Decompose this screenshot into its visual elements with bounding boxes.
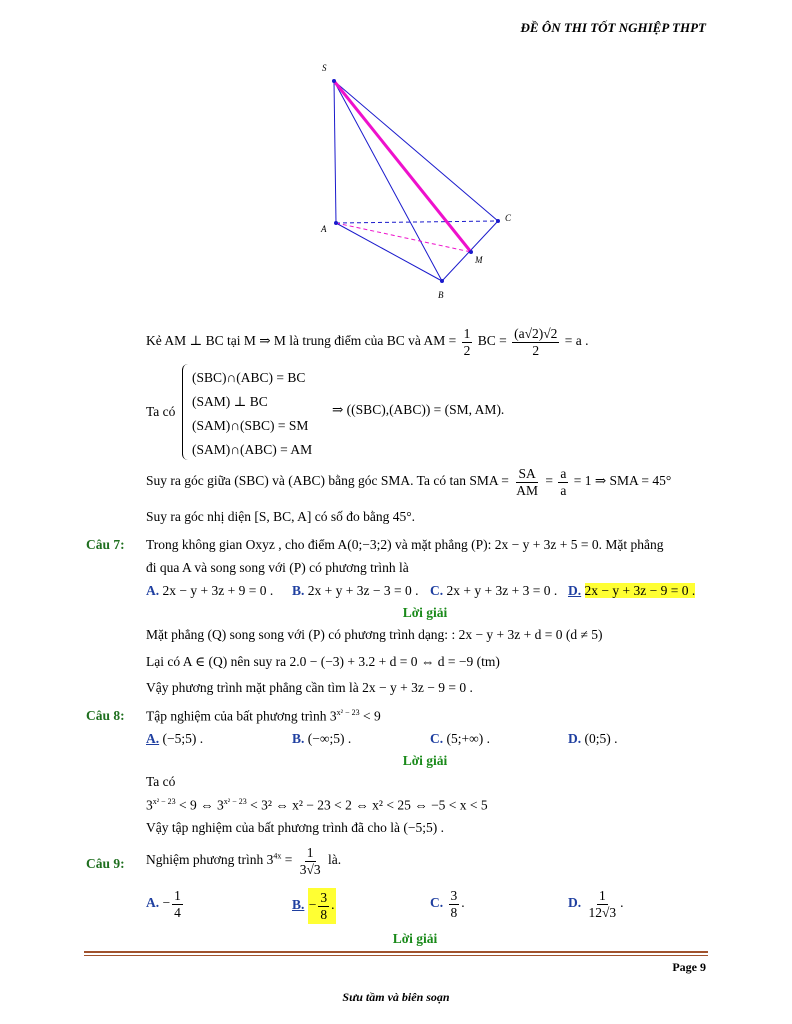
segment-SM [334,81,471,252]
q8-option-c[interactable]: C. (5;+∞) . [430,731,490,746]
footer-credit: Sưu tầm và biên soạn [342,990,450,1004]
q9-option-a[interactable]: A. − $\frac{1}{4}$ [146,888,181,920]
edge-AC-hidden [336,221,498,223]
system-eq-3: (SAM)∩(SBC) = SM [192,418,309,433]
footer-rule-thick [84,951,708,953]
point-C [496,219,500,223]
system-eq-4: (SAM)∩(ABC) = AM [192,442,313,457]
q8-option-d[interactable]: D. (0;5) . [568,731,618,746]
label-B: B [438,290,444,300]
pyramid-figure [300,55,530,305]
question-8-text: Tập nghiệm của bất phương trình $3^{x^2 - 23} < 9$ [146,708,381,724]
q7-option-b[interactable]: B. 2x + y + 3z − 3 = 0 . [292,583,419,598]
edge-SA [334,81,336,223]
label-C: C [505,213,512,223]
solution-line-3: Suy ra góc giữa (SBC) và (ABC) bằng góc SMA. Ta có tan SMA = $\frac{SA}{AM}$ = $\frac{a}{a}$ = 1 ⇒ SMA = 45° [146,466,672,498]
q9-option-b[interactable]: B. − $\frac{3}{8}$ . [292,888,336,924]
q8-taco: Ta có [146,774,176,789]
solution-line-4: Suy ra góc nhị diện [S, BC, A] có số đo bằng 45°. [146,509,416,524]
question-7-text-1: Trong không gian Oxyz , cho điểm A(0;−3;2) và mặt phẳng (P): 2x − y + 3z + 5 = 0. Mặt phẳng [146,537,664,552]
footer-rule-thin [84,955,708,956]
question-9-text: Nghiệm phương trình $3^{4x}$ = $\frac{1}{3√3}$ là. [146,845,342,877]
system-result: ⇒ ((SBC),(ABC)) = (SM, AM). [332,402,505,417]
label-S: S [322,63,327,73]
system-brace [182,364,191,460]
q7-option-a[interactable]: A. 2x − y + 3z + 9 = 0 . [146,583,274,598]
q7-solution-2: Lại có A ∈ (Q) nên suy ra 2.0 − (−3) + 3.2 + d = 0 ⇔ d = −9 (tm) [146,654,500,669]
system-eq-1: (SBC)∩(ABC) = BC [192,370,306,385]
q7-option-c[interactable]: C. 2x + y + 3z + 3 = 0 . [430,583,558,598]
solution-line-1: Kẻ AM ⊥ BC tại M ⇒ M là trung điểm của BC và AM = $\frac{1}{2}$ BC = $\frac{(a√2)√2}{2}$ = a . [146,326,589,358]
q7-solution-1: Mặt phẳng (Q) song song với (P) có phương trình dạng: : 2x − y + 3z + d = 0 (d ≠ 5) [146,627,603,642]
question-9-label: Câu 9: [86,856,125,871]
page-header: ĐỀ ÔN THI TỐT NGHIỆP THPT [520,20,706,35]
q9-option-d[interactable]: D. $\frac{1}{12√3}$ . [568,888,624,920]
question-7-label: Câu 7: [86,537,125,552]
taco-label: Ta có [146,404,176,419]
label-A: A [321,224,327,234]
equation-system [192,366,312,462]
point-M [469,250,473,254]
q8-option-a[interactable]: A. (−5;5) . [146,731,204,746]
q9-loigiai: Lời giải [392,931,438,946]
q7-option-d[interactable]: D. 2x − y + 3z − 9 = 0 . [568,583,696,598]
question-7-text-2: đi qua A và song song với (P) có phương trình là [146,560,409,575]
system-eq-2: (SAM) ⊥ BC [192,394,268,409]
q8-solution-1: $3^{x^2 - 23} < 9$ ⇔ $3^{x^2 - 23} < 3^2$ ⇔ x² − 23 < 2 ⇔ x² < 25 ⇔ −5 < x < 5 [146,797,488,813]
page-number: Page 9 [672,960,706,974]
question-8-label: Câu 8: [86,708,125,723]
edge-SC [334,81,498,221]
q7-loigiai: Lời giải [402,605,448,620]
label-M: M [475,255,483,265]
point-S [332,79,336,83]
q9-option-c[interactable]: C. $\frac{3}{8}$ . [430,888,465,920]
point-A [334,221,338,225]
q7-solution-3: Vậy phương trình mặt phẳng cần tìm là 2x − y + 3z − 9 = 0 . [146,680,473,695]
q8-loigiai: Lời giải [402,753,448,768]
q8-option-b[interactable]: B. (−∞;5) . [292,731,352,746]
point-B [440,279,444,283]
q8-solution-2: Vậy tập nghiệm của bất phương trình đã cho là (−5;5) . [146,820,444,835]
